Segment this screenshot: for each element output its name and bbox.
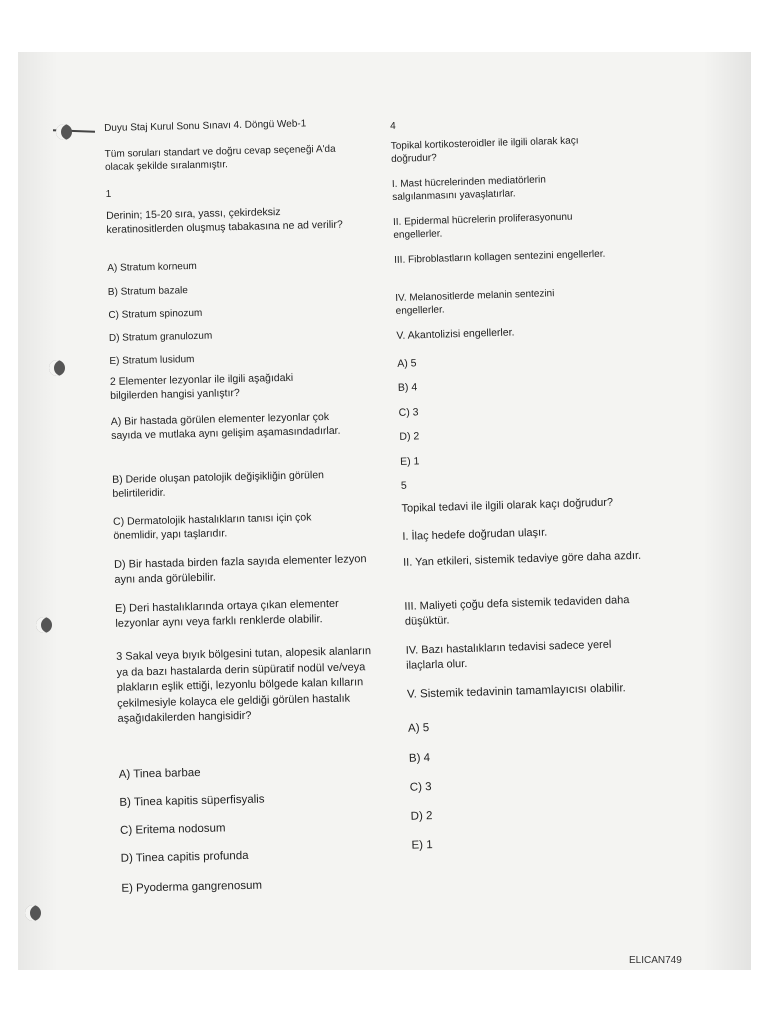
question-1-text: Derinin; 15-20 sıra, yassı, çekirdeksiz keratinositlerden oluşmuş tabakasına ne ad verilir? <box>105 206 343 236</box>
question-3-option-e: E) Pyoderma gangrenosum <box>121 879 263 895</box>
question-5-statement-4: IV. Bazı hastalıkların tedavisi sadece yerel ilaçlarla olur. <box>405 638 612 672</box>
exam-title: Duyu Staj Kurul Sonu Sınavı 4. Döngü Web-1 <box>104 118 307 134</box>
question-4-statement-5: V. Akantolizisi engellerler. <box>396 326 515 342</box>
question-1-number: 1 <box>105 188 112 200</box>
question-2-option-e: E) Deri hastalıklarında ortaya çıkan elementer lezyonlar aynı veya farklı renklerde olabilir. <box>114 597 339 630</box>
punch-hole-1 <box>56 124 72 140</box>
question-2-option-b: B) Deride oluşan patolojik değişikliğin görülen belirtileridir. <box>111 469 325 500</box>
question-4-option-c: C) 3 <box>398 406 419 419</box>
question-5-option-b: B) 4 <box>408 752 431 765</box>
page-shadow-right <box>703 52 751 970</box>
question-2-option-d: D) Bir hastada birden fazla sayıda elementer lezyon aynı anda görülebilir. <box>113 553 367 586</box>
question-2-option-c: C) Dermatolojik hastalıkların tanısı için çok önemlidir, yapı taşlarıdır. <box>112 511 312 542</box>
document-code: ELICAN749 <box>629 955 682 966</box>
question-4-statement-3: III. Fibroblastların kollagen sentezini engellerler. <box>394 248 606 266</box>
question-3-text: 3 Sakal veya bıyık bölgesini tutan, alopesik alanların ya da bazı hastalarda derin süpüratif nodül ve/veya plakların eşlik ettiği, lezyonlu bölgede kalan kılların çekilmesiyle kolayca ele geldiği görülen hastalık aşağıdakilerden hangisidir? <box>116 645 372 726</box>
question-5-statement-5: V. Sistemik tedavinin tamamlayıcısı olabilir. <box>406 682 626 701</box>
question-1-option-c: C) Stratum spinozum <box>108 307 203 321</box>
question-5-option-d: D) 2 <box>410 810 433 823</box>
page-shadow-left <box>18 52 58 970</box>
punch-hole-3 <box>36 617 52 633</box>
question-4-statement-2: II. Epidermal hücrelerin proliferasyonunu engellerler. <box>392 211 573 242</box>
question-5-option-e: E) 1 <box>411 839 433 852</box>
question-4-number: 4 <box>390 120 396 132</box>
question-1-option-a: A) Stratum korneum <box>107 260 197 274</box>
question-5-statement-3: III. Maliyeti çoğu defa sistemik tedaviden daha düşüktür. <box>404 594 630 628</box>
question-4-option-e: E) 1 <box>399 455 420 468</box>
punch-hole-2 <box>49 360 65 376</box>
question-5-text: Topikal tedavi ile ilgili olarak kaçı doğrudur? <box>401 496 614 515</box>
question-4-statement-4: IV. Melanositlerde melanin sentezini engellerler. <box>395 288 555 318</box>
question-2-text: 2 Elementer lezyonlar ile ilgili aşağıdaki bilgilerden hangisi yanlıştır? <box>109 371 294 402</box>
question-5-option-a: A) 5 <box>407 722 430 735</box>
question-2-option-a: A) Bir hastada görülen elementer lezyonlar çok sayıda ve mutlaka aynı gelişim aşamasındadırlar. <box>110 410 341 442</box>
question-4-option-b: B) 4 <box>397 381 418 394</box>
question-1-option-b: B) Stratum bazale <box>107 285 189 298</box>
punch-hole-4 <box>25 905 41 921</box>
question-4-option-d: D) 2 <box>399 430 420 443</box>
question-3-option-b: B) Tinea kapitis süperfisyalis <box>119 793 265 809</box>
question-3-option-d: D) Tinea capitis profunda <box>120 849 249 865</box>
question-3-option-a: A) Tinea barbae <box>118 766 201 781</box>
question-5-number: 5 <box>400 479 407 492</box>
question-5-option-c: C) 3 <box>409 781 432 794</box>
question-4-text: Topikal kortikosteroidler ile ilgili olarak kaçı doğrudur? <box>390 135 579 166</box>
question-5-statement-1: I. İlaç hedefe doğrudan ulaşır. <box>402 526 548 543</box>
question-5-statement-2: II. Yan etkileri, sistemik tedaviye göre daha azdır. <box>402 549 642 569</box>
question-1-option-d: D) Stratum granulozum <box>108 330 213 344</box>
question-4-statement-1: I. Mast hücrelerinden mediatörlerin salgılanmasını yavaşlatırlar. <box>391 174 546 204</box>
question-1-option-e: E) Stratum lusidum <box>109 354 195 367</box>
question-4-option-a: A) 5 <box>397 357 417 370</box>
question-3-option-c: C) Eritema nodosum <box>119 822 226 837</box>
exam-intro: Tüm soruları standart ve doğru cevap seçeneği A'da olacak şekilde sıralanmıştır. <box>104 143 336 174</box>
